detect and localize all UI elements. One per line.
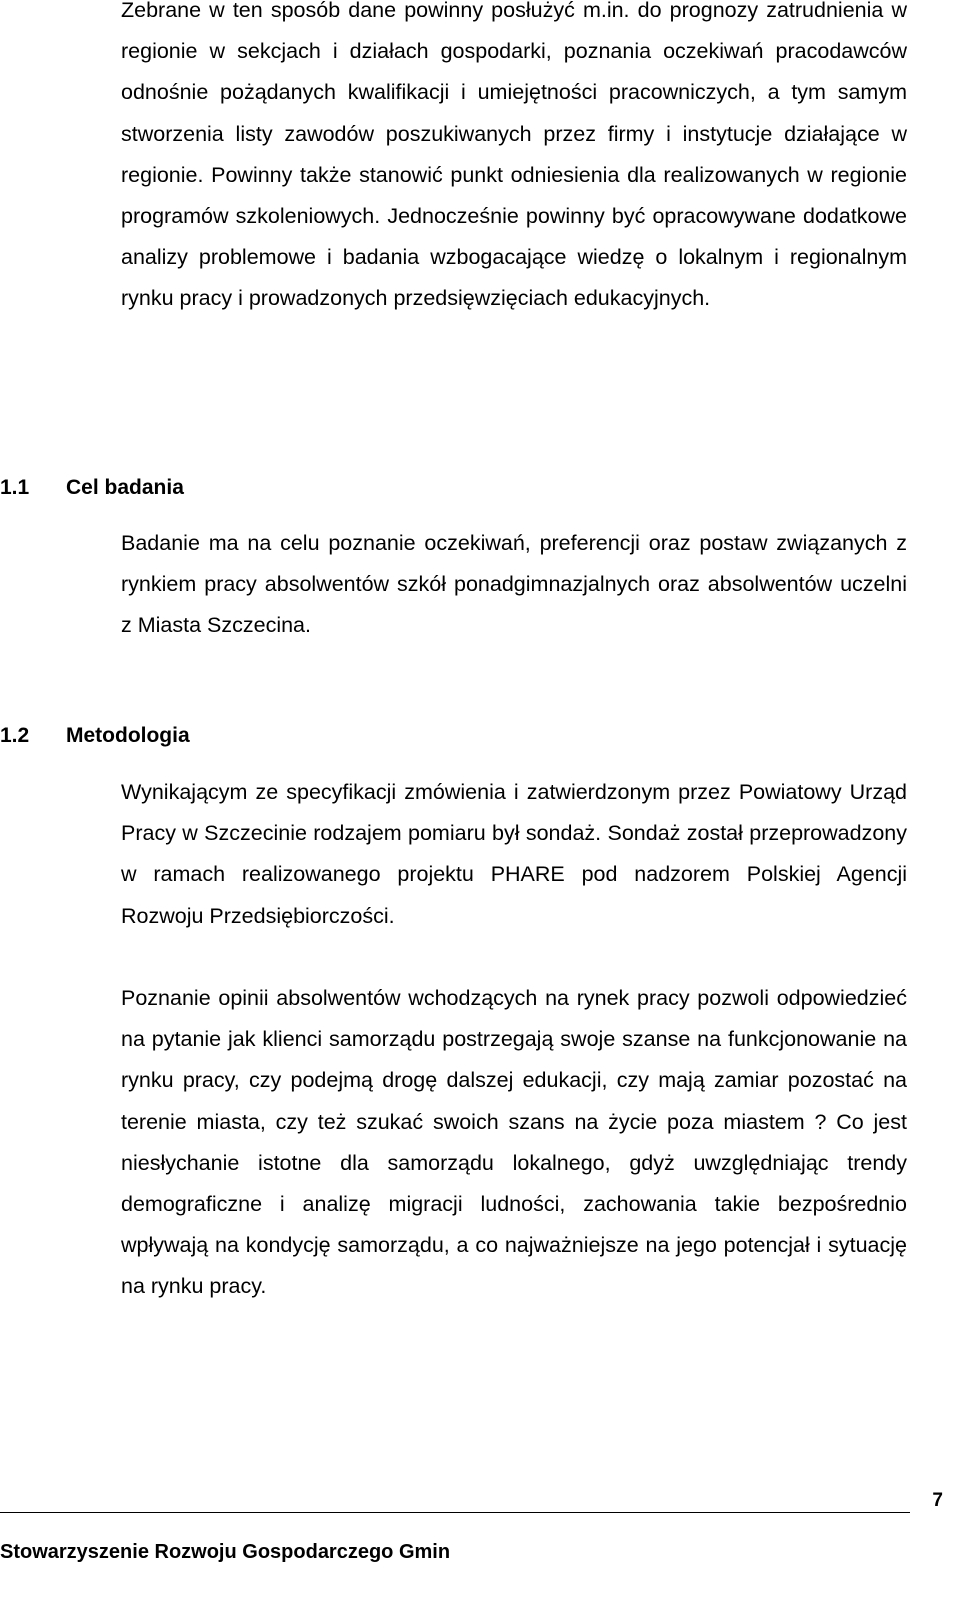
- section-heading-1-1: [0, 476, 900, 500]
- section-title: Cel badania: [66, 476, 184, 499]
- section-1-2-paragraph-1: Wynikającym ze specyfikacji zmówienia i zatwierdzonym przez Powiatowy Urząd Pracy w Szczecinie rodzajem pomiaru był sondaż. Sondaż został przeprowadzony w ramach realizowanego projektu PHARE pod nadzorem Polskiej Agencji Rozwoju Przedsiębiorczości.: [121, 780, 907, 928]
- section-number: 1.1: [0, 476, 30, 499]
- section-number: 1.2: [0, 724, 30, 747]
- section-1-2-paragraph-2: Poznanie opinii absolwentów wchodzących na rynek pracy pozwoli odpowiedzieć na pytanie jak klienci samorządu postrzegają swoje szanse na funkcjonowanie na rynku pracy, czy podejmą drogę dalszej edukacji, czy mają zamiar pozostać na terenie miasta, czy też szukać swoich szans na życie poza miastem ? Co jest niesłychanie istotne dla samorządu lokalnego, gdyż uwzględniając trendy demograficzne i analizę migracji ludności, zachowania takie bezpośrednio wpływają na kondycję samorządu, a co najważniejsze na jego potencjał i sytuację na rynku pracy.: [121, 986, 907, 1299]
- section-1-1-paragraph: Badanie ma na celu poznanie oczekiwań, preferencji oraz postaw związanych z rynkiem pracy absolwentów szkół ponadgimnazjalnych oraz absolwentów uczelni z Miasta Szczecina.: [121, 531, 907, 638]
- section-heading-1-2: [0, 724, 900, 748]
- footer-organization: Stowarzyszenie Rozwoju Gospodarczego Gmin: [0, 1541, 451, 1563]
- footer-divider: [0, 1512, 910, 1513]
- page-number: 7: [932, 1490, 943, 1511]
- section-title: Metodologia: [66, 724, 190, 747]
- intro-paragraph: Zebrane w ten sposób dane powinny posłużyć m.in. do prognozy zatrudnienia w regionie w sekcjach i działach gospodarki, poznania oczekiwań pracodawców odnośnie pożądanych kwalifikacji i umiejętności pracowniczych, a tym samym stworzenia listy zawodów poszukiwanych przez firmy i instytucje działające w regionie. Powinny także stanowić punkt odniesienia dla realizowanych w regionie programów szkoleniowych. Jednocześnie powinny być opracowywane dodatkowe analizy problemowe i badania wzbogacające wiedzę o lokalnym i regionalnym rynku pracy i prowadzonych przedsięwzięciach edukacyjnych.: [121, 0, 907, 311]
